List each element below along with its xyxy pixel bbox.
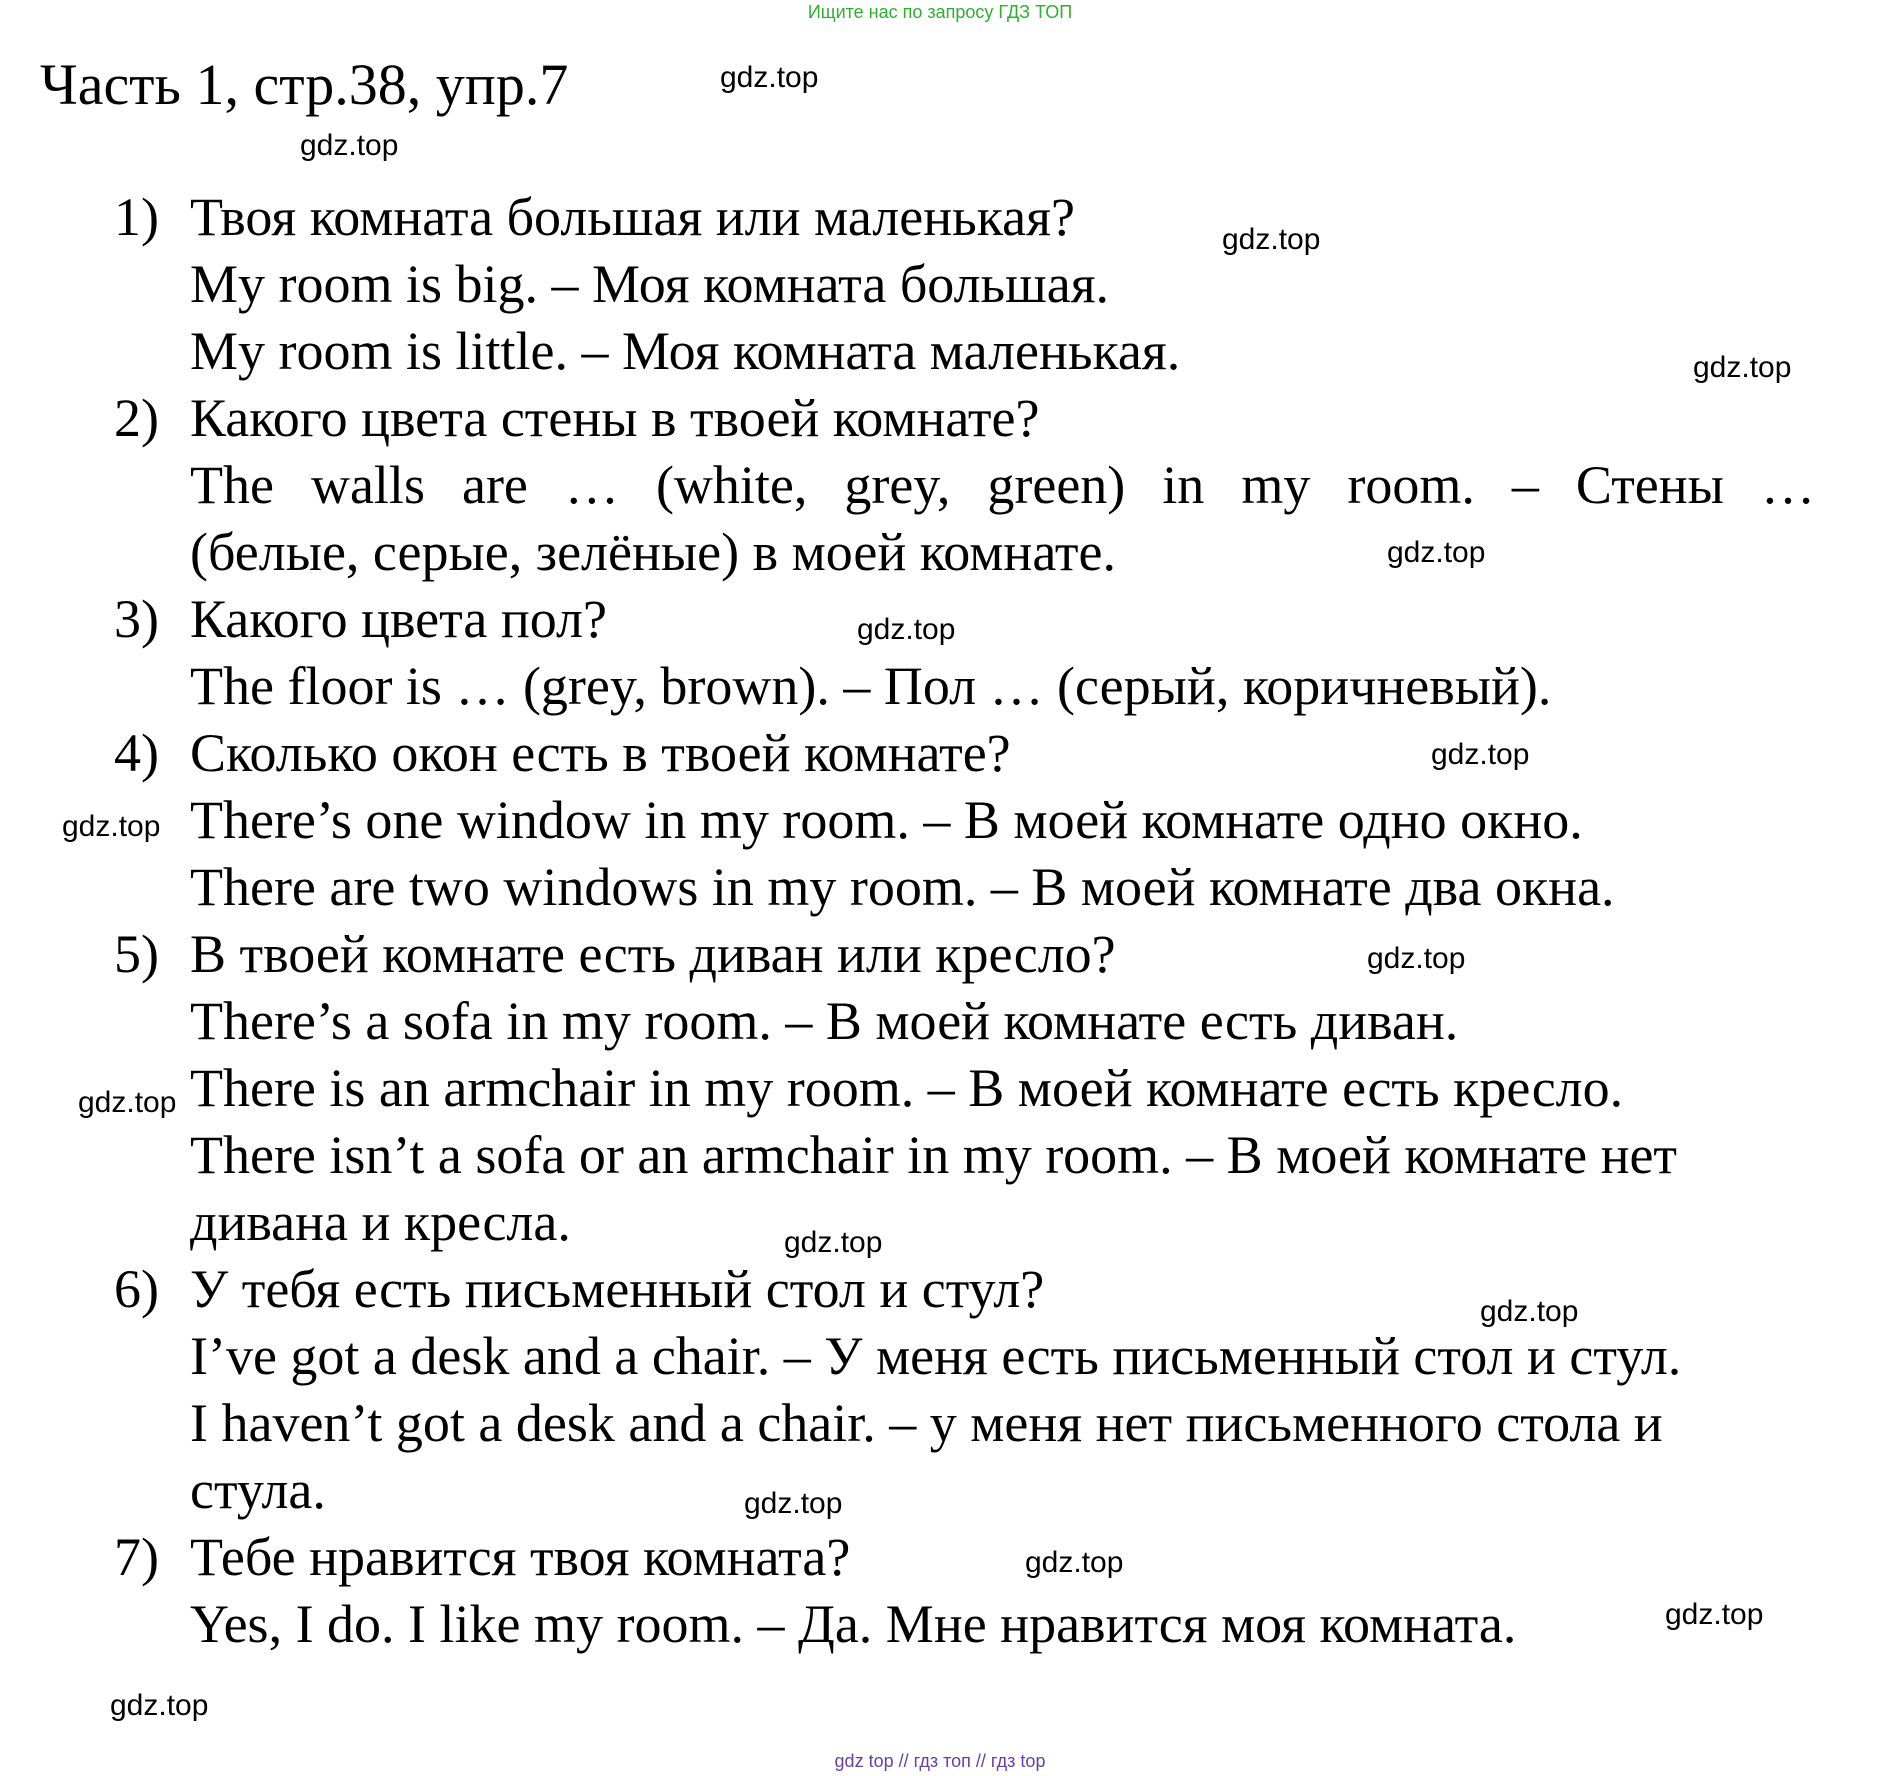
watermark: gdz.top xyxy=(1431,738,1530,771)
item-number: 5) xyxy=(114,924,159,984)
watermark: gdz.top xyxy=(62,810,161,843)
watermark: gdz.top xyxy=(1025,1546,1124,1579)
answer-line: (белые, серые, зелёные) в моей комнате. xyxy=(190,522,1116,582)
word: walls xyxy=(310,455,425,515)
watermark: gdz.top xyxy=(1222,223,1321,256)
answer-line: There are two windows in my room. – В моей комнате два окна. xyxy=(190,857,1615,917)
watermark: gdz.top xyxy=(720,61,819,94)
answer-line-justified xyxy=(190,452,1815,518)
footer-links[interactable]: gdz top // гдз топ // гдз top xyxy=(834,1751,1046,1771)
watermark: gdz.top xyxy=(110,1689,209,1722)
watermark: gdz.top xyxy=(1387,536,1486,569)
question: Сколько окон есть в твоей комнате? xyxy=(190,723,1011,783)
word: … xyxy=(564,455,619,515)
word: (white, xyxy=(655,455,808,515)
word: … xyxy=(1760,455,1815,515)
word: green) xyxy=(987,455,1126,515)
watermark: gdz.top xyxy=(784,1226,883,1259)
answer-line: стула. xyxy=(190,1460,326,1520)
question: У тебя есть письменный стол и стул? xyxy=(190,1259,1045,1319)
word: room. xyxy=(1347,455,1475,515)
word: The xyxy=(190,455,274,515)
watermark: gdz.top xyxy=(1480,1295,1579,1328)
item-number: 2) xyxy=(114,388,159,448)
answer-line: There’s one window in my room. – В моей комнате одно окно. xyxy=(190,790,1583,850)
answer-line: There is an armchair in my room. – В моей комнате есть кресло. xyxy=(190,1058,1624,1118)
word: grey, xyxy=(844,455,951,515)
watermark: gdz.top xyxy=(1665,1598,1764,1631)
question: Тебе нравится твоя комната? xyxy=(190,1527,851,1587)
question: Какого цвета стены в твоей комнате? xyxy=(190,388,1040,448)
word: in xyxy=(1162,455,1205,515)
word: are xyxy=(461,455,528,515)
word: – xyxy=(1511,455,1539,515)
watermark: gdz.top xyxy=(78,1086,177,1119)
watermark: gdz.top xyxy=(1693,351,1792,384)
top-banner[interactable]: Ищите нас по запросу ГДЗ ТОП xyxy=(807,2,1073,22)
item-number: 7) xyxy=(114,1527,159,1587)
word: my xyxy=(1241,455,1311,515)
answer-line: The floor is … (grey, brown). – Пол … (серый, коричневый). xyxy=(190,656,1552,716)
answer-line: I’ve got a desk and a chair. – У меня есть письменный стол и стул. xyxy=(190,1326,1682,1386)
item-number: 1) xyxy=(114,187,159,247)
answer-line: My room is little. – Моя комната маленькая. xyxy=(190,321,1181,381)
watermark: gdz.top xyxy=(744,1487,843,1520)
answer-line: There’s a sofa in my room. – В моей комнате есть диван. xyxy=(190,991,1459,1051)
answer-line: There isn’t a sofa or an armchair in my room. – В моей комнате нет xyxy=(190,1125,1678,1185)
answer-line: Yes, I do. I like my room. – Да. Мне нравится моя комната. xyxy=(190,1594,1517,1654)
item-number: 6) xyxy=(114,1259,159,1319)
item-number: 4) xyxy=(114,723,159,783)
answer-line: I haven’t got a desk and a chair. – у меня нет письменного стола и xyxy=(190,1393,1663,1453)
watermark: gdz.top xyxy=(300,129,399,162)
question: Твоя комната большая или маленькая? xyxy=(190,187,1075,247)
answer-line: дивана и кресла. xyxy=(190,1192,571,1252)
word: Стены xyxy=(1575,455,1724,515)
question: В твоей комнате есть диван или кресло? xyxy=(190,924,1116,984)
watermark: gdz.top xyxy=(1367,942,1466,975)
question: Какого цвета пол? xyxy=(190,589,607,649)
answer-line: My room is big. – Моя комната большая. xyxy=(190,254,1110,314)
watermark: gdz.top xyxy=(857,613,956,646)
item-number: 3) xyxy=(114,589,159,649)
page-heading: Часть 1, стр.38, упр.7 xyxy=(40,52,569,117)
